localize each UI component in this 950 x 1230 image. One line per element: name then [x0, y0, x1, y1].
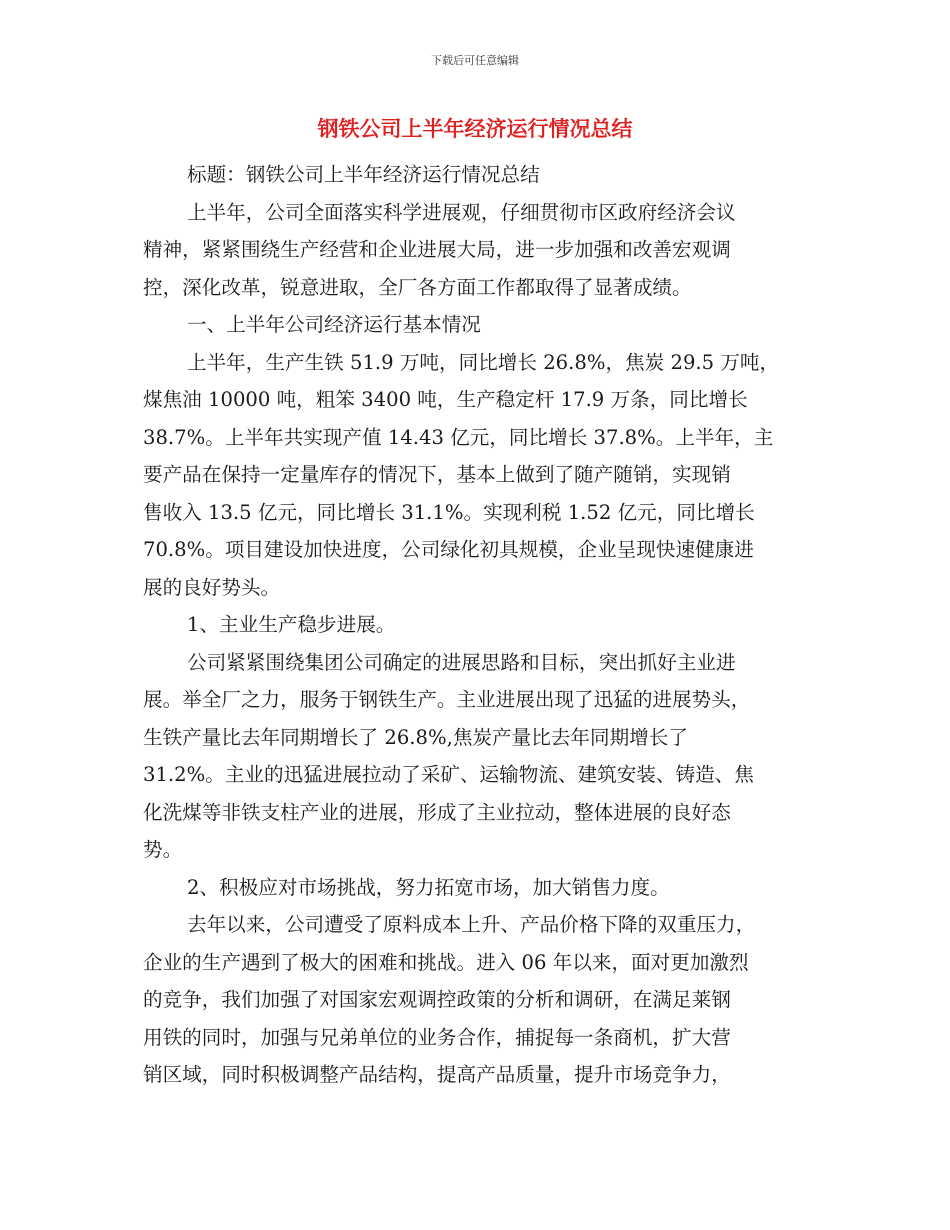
body-line: 化洗煤等非铁支柱产业的进展，形成了主业拉动，整体进展的良好态 [143, 800, 731, 824]
body-line: 上半年，公司全面落实科学进展观，仔细贯彻市区政府经济会议 [187, 200, 736, 224]
body-line: 一、上半年公司经济运行基本情况 [187, 313, 481, 336]
body-line: 售收入 13.5 亿元，同比增长 31.1%。实现利税 1.52 亿元，同比增长 [143, 500, 755, 524]
body-line: 公司紧紧围绕集团公司确定的进展思路和目标，突出抓好主业进 [187, 650, 736, 674]
body-line: 去年以来，公司遭受了原料成本上升、产品价格下降的双重压力， [187, 913, 756, 936]
body-line: 控，深化改革，锐意进取，全厂各方面工作都取得了显著成绩。 [143, 275, 692, 299]
body-line: 2、积极应对市场挑战，努力拓宽市场，加大销售力度。 [187, 875, 670, 899]
body-line: 势。 [143, 838, 183, 861]
document-body [143, 156, 813, 1094]
body-line: 销区域，同时积极调整产品结构，提高产品质量，提升市场竞争力， [143, 1063, 731, 1086]
body-line: 展。举全厂之力，服务于钢铁生产。主业进展出现了迅猛的进展势头， [143, 688, 751, 711]
body-line: 70.8%。项目建设加快进度，公司绿化初具规模，企业呈现快速健康进 [143, 538, 754, 561]
body-line: 1、主业生产稳步进展。 [187, 613, 396, 636]
body-line: 精神，紧紧围绕生产经营和企业进展大局，进一步加强和改善宏观调 [143, 238, 731, 261]
body-line: 上半年，生产生铁 51.9 万吨，同比增长 26.8%，焦炭 29.5 万吨， [187, 350, 780, 374]
body-line: 要产品在保持一定量库存的情况下，基本上做到了随产随销，实现销 [143, 463, 731, 486]
body-line: 的竞争，我们加强了对国家宏观调控政策的分析和调研，在满足莱钢 [143, 988, 731, 1011]
body-line: 展的良好势头。 [143, 575, 281, 599]
body-line: 用铁的同时，加强与兄弟单位的业务合作，捕捉每一条商机，扩大营 [143, 1025, 731, 1049]
body-line: 企业的生产遇到了极大的困难和挑战。进入 06 年以来，面对更加激烈 [143, 950, 749, 974]
body-line: 生铁产量比去年同期增长了 26.8%,焦炭产量比去年同期增长了 [143, 725, 688, 749]
page-header-note: 下载后可任意编辑 [431, 54, 519, 67]
body-line: 38.7%。上半年共实现产值 14.43 亿元，同比增长 37.8%。上半年，主 [143, 425, 774, 449]
body-line: 标题：钢铁公司上半年经济运行情况总结 [187, 163, 540, 186]
body-line: 煤焦油 10000 吨，粗笨 3400 吨，生产稳定杆 17.9 万条，同比增长 [143, 388, 748, 411]
document-title: 钢铁公司上半年经济运行情况总结 [317, 116, 633, 141]
body-line: 31.2%。主业的迅猛进展拉动了采矿、运输物流、建筑安装、铸造、焦 [143, 763, 754, 786]
